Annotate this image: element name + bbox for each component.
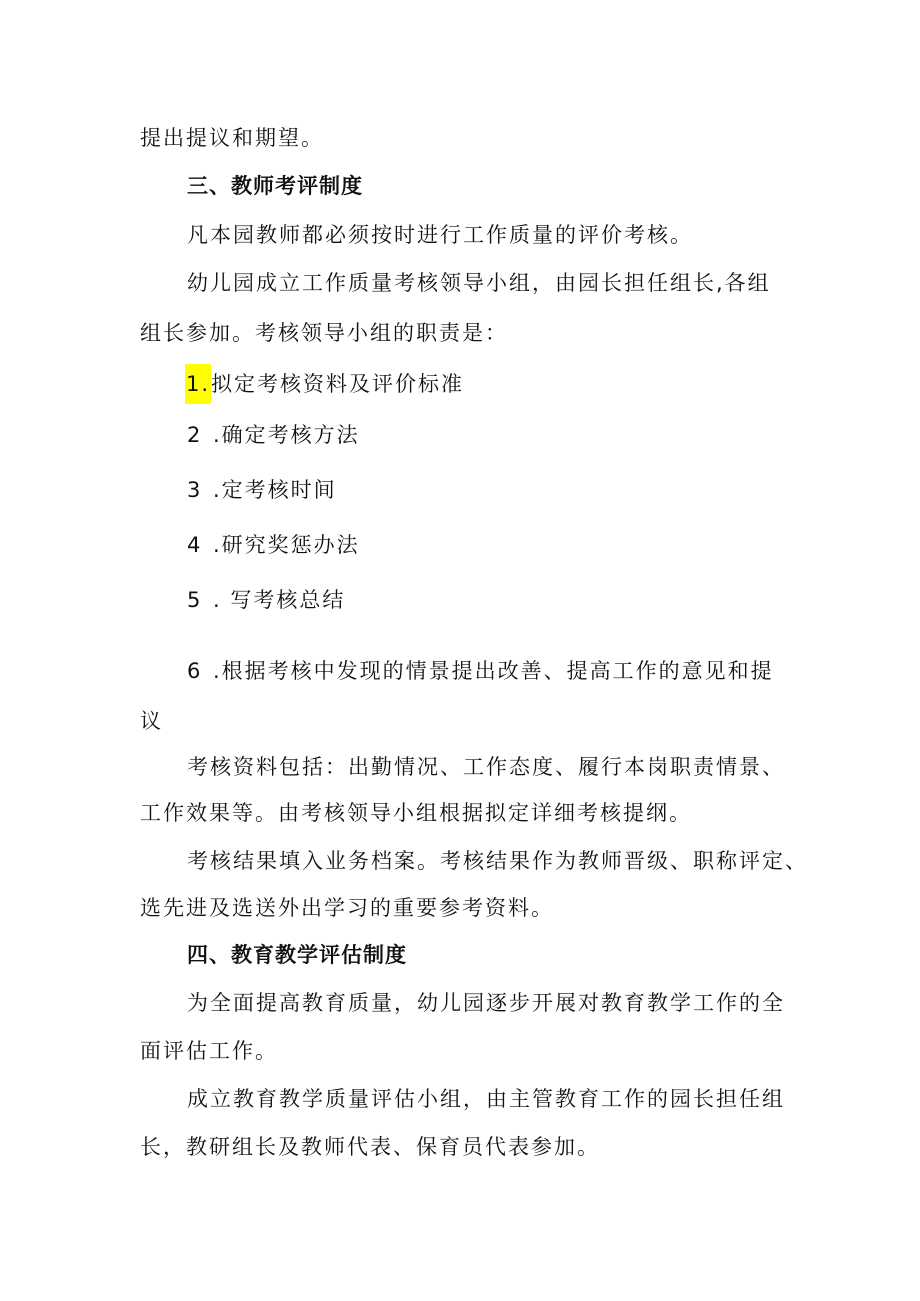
paragraph-line: 长，教研组长及教师代表、保育员代表参加。 [140, 1135, 600, 1159]
section-heading: 三、教师考评制度 [187, 174, 363, 198]
paragraph-line: 议 [140, 709, 163, 733]
paragraph-line: 幼儿园成立工作质量考核领导小组，由园长担任组长,各组 [187, 271, 771, 295]
list-item-number: 6 [187, 659, 203, 683]
paragraph-line: 面评估工作。 [140, 1039, 278, 1063]
list-item-text: .研究奖惩办法 [213, 533, 360, 557]
paragraph-line: 组长参加。考核领导小组的职责是： [140, 321, 508, 345]
paragraph-line: 选先进及选送外出学习的重要参考资料。 [140, 896, 554, 920]
paragraph-line: 为全面提高教育质量，幼儿园逐步开展对教育教学工作的全 [187, 991, 785, 1015]
paragraph-line: 考核资料包括：出勤情况、工作态度、履行本岗职责情景、 [187, 755, 785, 779]
list-item-number: 4 [187, 533, 203, 557]
highlighted-number: 1. [185, 364, 211, 404]
paragraph-line: 凡本园教师都必须按时进行工作质量的评价考核。 [187, 223, 693, 247]
list-item [185, 364, 464, 404]
list-item [187, 656, 774, 686]
list-item-number: 2 [187, 423, 203, 447]
section-heading: 四、教育教学评估制度 [187, 943, 407, 967]
paragraph-line: 考核结果填入业务档案。考核结果作为教师晋级、职称评定、 [187, 849, 808, 873]
list-item-number: 3 [187, 478, 203, 502]
list-item [187, 420, 360, 450]
paragraph-line: 工作效果等。由考核领导小组根据拟定详细考核提纲。 [140, 801, 692, 825]
list-item-text: . 写考核总结 [213, 588, 346, 612]
paragraph-line: 成立教育教学质量评估小组，由主管教育工作的园长担任组 [187, 1087, 785, 1111]
list-item-number: 5 [187, 588, 203, 612]
list-item-text: .根据考核中发现的情景提出改善、提高工作的意见和提 [213, 659, 774, 683]
paragraph-line: 提出提议和期望。 [140, 126, 324, 150]
list-item-text: 拟定考核资料及评价标准 [211, 372, 465, 396]
list-item [187, 475, 337, 505]
list-item-text: .确定考核方法 [213, 423, 360, 447]
list-item-text: .定考核时间 [213, 478, 337, 502]
list-item [187, 530, 360, 560]
list-item [187, 585, 345, 615]
